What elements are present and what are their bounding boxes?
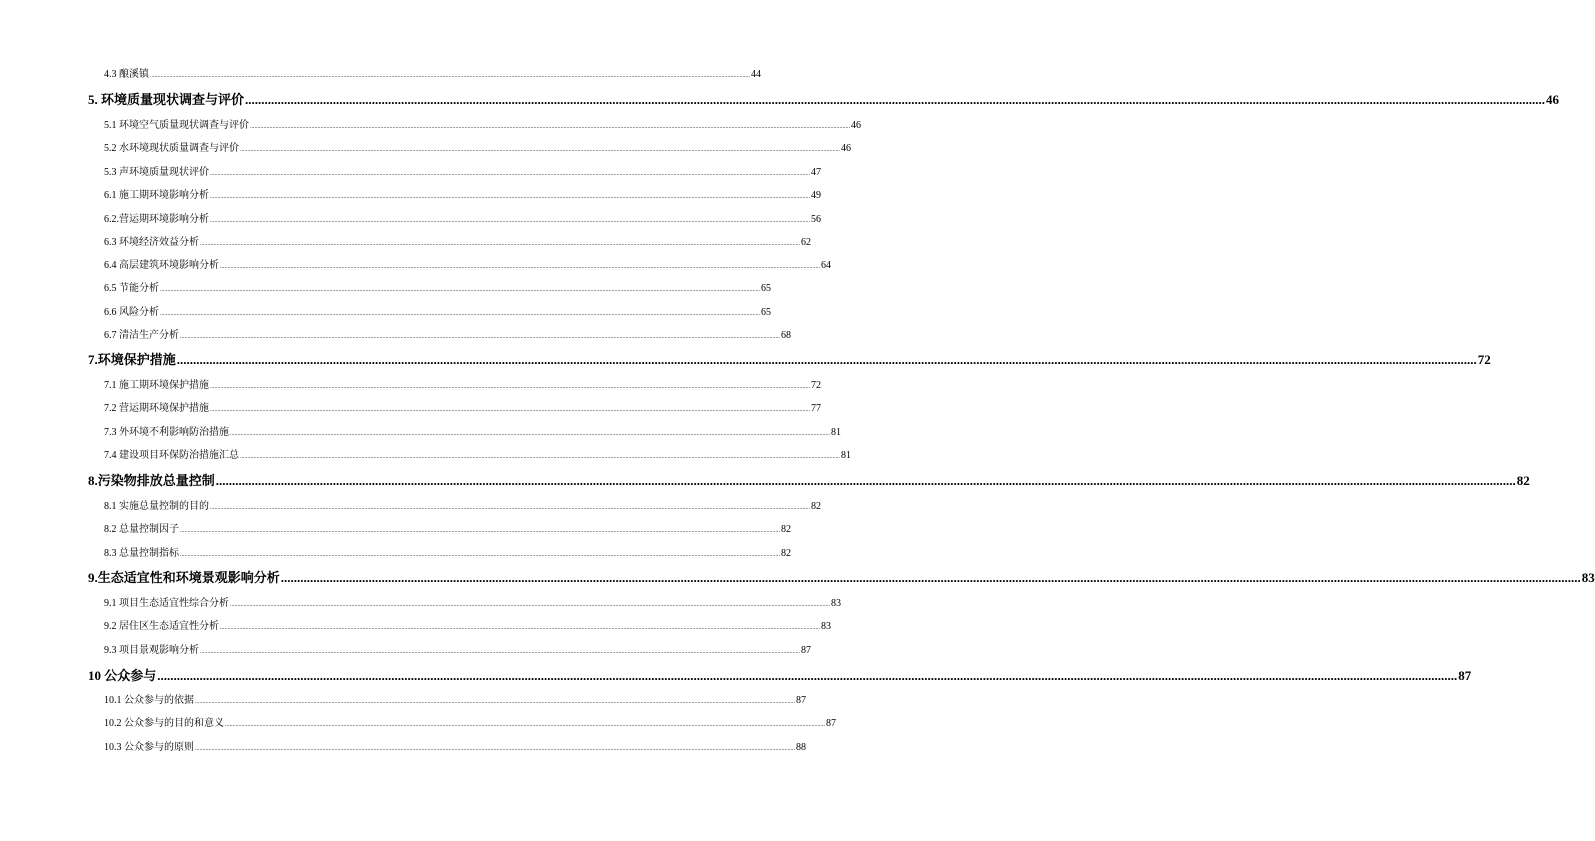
toc-dot-leader: ................................................................................................................................................................................................................................................................................................................................................................................................................ (160, 287, 760, 293)
toc-page-number: 82 (811, 501, 821, 512)
toc-section-entry[interactable] (104, 645, 811, 656)
toc-entry-title: 9.生态适宜性和环境景观影响分析 (88, 570, 280, 585)
toc-page-number: 82 (781, 524, 791, 535)
toc-page-number: 77 (811, 403, 821, 414)
toc-dot-leader: ................................................................................................................................................................................................................................................................................................................................................................................................................ (215, 473, 1516, 488)
toc-page-number: 87 (796, 695, 806, 706)
toc-section-entry[interactable] (104, 501, 821, 512)
toc-entry-title: 9.2 居住区生态适宜性分析 (104, 621, 219, 632)
toc-dot-leader: ................................................................................................................................................................................................................................................................................................................................................................................................................ (210, 171, 810, 177)
toc-chapter-entry[interactable] (88, 352, 1491, 367)
toc-dot-leader: ................................................................................................................................................................................................................................................................................................................................................................................................................ (200, 241, 800, 247)
toc-entry-title: 6.3 环境经济效益分析 (104, 237, 199, 248)
toc-chapter-entry[interactable] (88, 570, 1595, 585)
toc-page-number: 68 (781, 330, 791, 341)
toc-page-number: 72 (811, 380, 821, 391)
toc-page-number: 46 (841, 143, 851, 154)
toc-section-entry[interactable] (104, 524, 791, 535)
toc-page-number: 83 (831, 598, 841, 609)
toc-entry-title: 5.1 环境空气质量现状调查与评价 (104, 120, 249, 131)
toc-section-entry[interactable] (104, 214, 821, 225)
toc-page-number: 82 (781, 548, 791, 559)
toc-dot-leader: ................................................................................................................................................................................................................................................................................................................................................................................................................ (210, 407, 810, 413)
toc-dot-leader: ................................................................................................................................................................................................................................................................................................................................................................................................................ (250, 124, 850, 130)
toc-section-entry[interactable] (104, 167, 821, 178)
toc-entry-title: 9.3 项目景观影响分析 (104, 645, 199, 656)
toc-dot-leader: ................................................................................................................................................................................................................................................................................................................................................................................................................ (245, 92, 1546, 107)
toc-entry-title: 5.2 水环境现状质量调查与评价 (104, 143, 239, 154)
toc-dot-leader: ................................................................................................................................................................................................................................................................................................................................................................................................................ (230, 431, 830, 437)
toc-entry-title: 7.4 建设项目环保防治措施汇总 (104, 450, 239, 461)
toc-section-entry[interactable] (104, 548, 791, 559)
toc-entry-title: 8.污染物排放总量控制 (88, 473, 215, 488)
toc-chapter-entry[interactable] (88, 473, 1530, 488)
toc-dot-leader: ................................................................................................................................................................................................................................................................................................................................................................................................................ (160, 311, 760, 317)
toc-entry-title: 6.5 节能分析 (104, 283, 159, 294)
toc-dot-leader: ................................................................................................................................................................................................................................................................................................................................................................................................................ (150, 73, 750, 79)
toc-section-entry[interactable] (104, 742, 806, 753)
toc-dot-leader: ................................................................................................................................................................................................................................................................................................................................................................................................................ (220, 625, 820, 631)
toc-dot-leader: ................................................................................................................................................................................................................................................................................................................................................................................................................ (195, 699, 795, 705)
toc-entry-title: 7.3 外环境不利影响防治措施 (104, 427, 229, 438)
toc-page-number: 87 (826, 718, 836, 729)
toc-dot-leader: ................................................................................................................................................................................................................................................................................................................................................................................................................ (157, 668, 1458, 683)
toc-entry-title: 6.4 高层建筑环境影响分析 (104, 260, 219, 271)
toc-page-number: 49 (811, 190, 821, 201)
toc-section-entry[interactable] (104, 621, 831, 632)
toc-entry-title: 8.1 实施总量控制的目的 (104, 501, 209, 512)
toc-dot-leader: ................................................................................................................................................................................................................................................................................................................................................................................................................ (225, 722, 825, 728)
toc-page-number: 83 (821, 621, 831, 632)
toc-page-number: 56 (811, 214, 821, 225)
toc-dot-leader: ................................................................................................................................................................................................................................................................................................................................................................................................................ (200, 649, 800, 655)
toc-page-number: 87 (1458, 668, 1472, 683)
toc-entry-title: 8.3 总量控制指标 (104, 548, 179, 559)
toc-entry-title: 6.2.营运期环境影响分析 (104, 214, 209, 225)
toc-entry-title: 7.1 施工期环境保护措施 (104, 380, 209, 391)
toc-section-entry[interactable] (104, 330, 791, 341)
toc-section-entry[interactable] (104, 450, 851, 461)
toc-chapter-entry[interactable] (88, 92, 1560, 107)
toc-section-entry[interactable] (104, 69, 761, 80)
toc-entry-title: 8.2 总量控制因子 (104, 524, 179, 535)
toc-entry-title: 10.3 公众参与的原则 (104, 742, 194, 753)
toc-section-entry[interactable] (104, 307, 771, 318)
toc-page-number: 47 (811, 167, 821, 178)
toc-section-entry[interactable] (104, 237, 811, 248)
toc-entry-title: 7.环境保护措施 (88, 352, 176, 367)
toc-entry-title: 4.3 酿溪镇 (104, 69, 149, 80)
toc-page-number: 44 (751, 69, 761, 80)
toc-section-entry[interactable] (104, 120, 861, 131)
toc-section-entry[interactable] (104, 695, 806, 706)
toc-page-number: 64 (821, 260, 831, 271)
toc-dot-leader: ................................................................................................................................................................................................................................................................................................................................................................................................................ (180, 552, 780, 558)
toc-entry-title: 7.2 营运期环境保护措施 (104, 403, 209, 414)
toc-entry-title: 10.1 公众参与的依据 (104, 695, 194, 706)
toc-section-entry[interactable] (104, 427, 841, 438)
toc-entry-title: 6.6 风险分析 (104, 307, 159, 318)
toc-page-number: 65 (761, 283, 771, 294)
toc-dot-leader: ................................................................................................................................................................................................................................................................................................................................................................................................................ (210, 218, 810, 224)
toc-entry-title: 5.3 声环境质量现状评价 (104, 167, 209, 178)
toc-page-number: 83 (1581, 570, 1595, 585)
toc-section-entry[interactable] (104, 283, 771, 294)
toc-page-number: 88 (796, 742, 806, 753)
toc-page-number: 46 (1546, 92, 1560, 107)
toc-entry-title: 5. 环境质量现状调查与评价 (88, 92, 245, 107)
toc-section-entry[interactable] (104, 190, 821, 201)
toc-dot-leader: ................................................................................................................................................................................................................................................................................................................................................................................................................ (180, 334, 780, 340)
toc-entry-title: 10 公众参与 (88, 668, 157, 683)
toc-page-number: 72 (1477, 352, 1491, 367)
toc-page-number: 62 (801, 237, 811, 248)
toc-page-number: 65 (761, 307, 771, 318)
toc-dot-leader: ................................................................................................................................................................................................................................................................................................................................................................................................................ (210, 505, 810, 511)
toc-dot-leader: ................................................................................................................................................................................................................................................................................................................................................................................................................ (240, 454, 840, 460)
toc-section-entry[interactable] (104, 260, 831, 271)
toc-dot-leader: ................................................................................................................................................................................................................................................................................................................................................................................................................ (210, 384, 810, 390)
toc-page-number: 82 (1516, 473, 1530, 488)
toc-dot-leader: ................................................................................................................................................................................................................................................................................................................................................................................................................ (280, 570, 1581, 585)
toc-page-number: 81 (841, 450, 851, 461)
toc-dot-leader: ................................................................................................................................................................................................................................................................................................................................................................................................................ (240, 147, 840, 153)
toc-dot-leader: ................................................................................................................................................................................................................................................................................................................................................................................................................ (210, 194, 810, 200)
toc-page-number: 81 (831, 427, 841, 438)
toc-entry-title: 10.2 公众参与的目的和意义 (104, 718, 224, 729)
toc-entry-title: 6.7 清洁生产分析 (104, 330, 179, 341)
toc-section-entry[interactable] (104, 403, 821, 414)
toc-dot-leader: ................................................................................................................................................................................................................................................................................................................................................................................................................ (195, 746, 795, 752)
toc-chapter-entry[interactable] (88, 668, 1472, 683)
toc-section-entry[interactable] (104, 718, 836, 729)
toc-section-entry[interactable] (104, 143, 851, 154)
toc-dot-leader: ................................................................................................................................................................................................................................................................................................................................................................................................................ (176, 352, 1477, 367)
toc-entry-title: 9.1 项目生态适宜性综合分析 (104, 598, 229, 609)
toc-entry-title: 6.1 施工期环境影响分析 (104, 190, 209, 201)
toc-dot-leader: ................................................................................................................................................................................................................................................................................................................................................................................................................ (230, 602, 830, 608)
toc-page-number: 46 (851, 120, 861, 131)
toc-dot-leader: ................................................................................................................................................................................................................................................................................................................................................................................................................ (180, 528, 780, 534)
toc-section-entry[interactable] (104, 598, 841, 609)
toc-dot-leader: ................................................................................................................................................................................................................................................................................................................................................................................................................ (220, 264, 820, 270)
toc-section-entry[interactable] (104, 380, 821, 391)
toc-page-number: 87 (801, 645, 811, 656)
